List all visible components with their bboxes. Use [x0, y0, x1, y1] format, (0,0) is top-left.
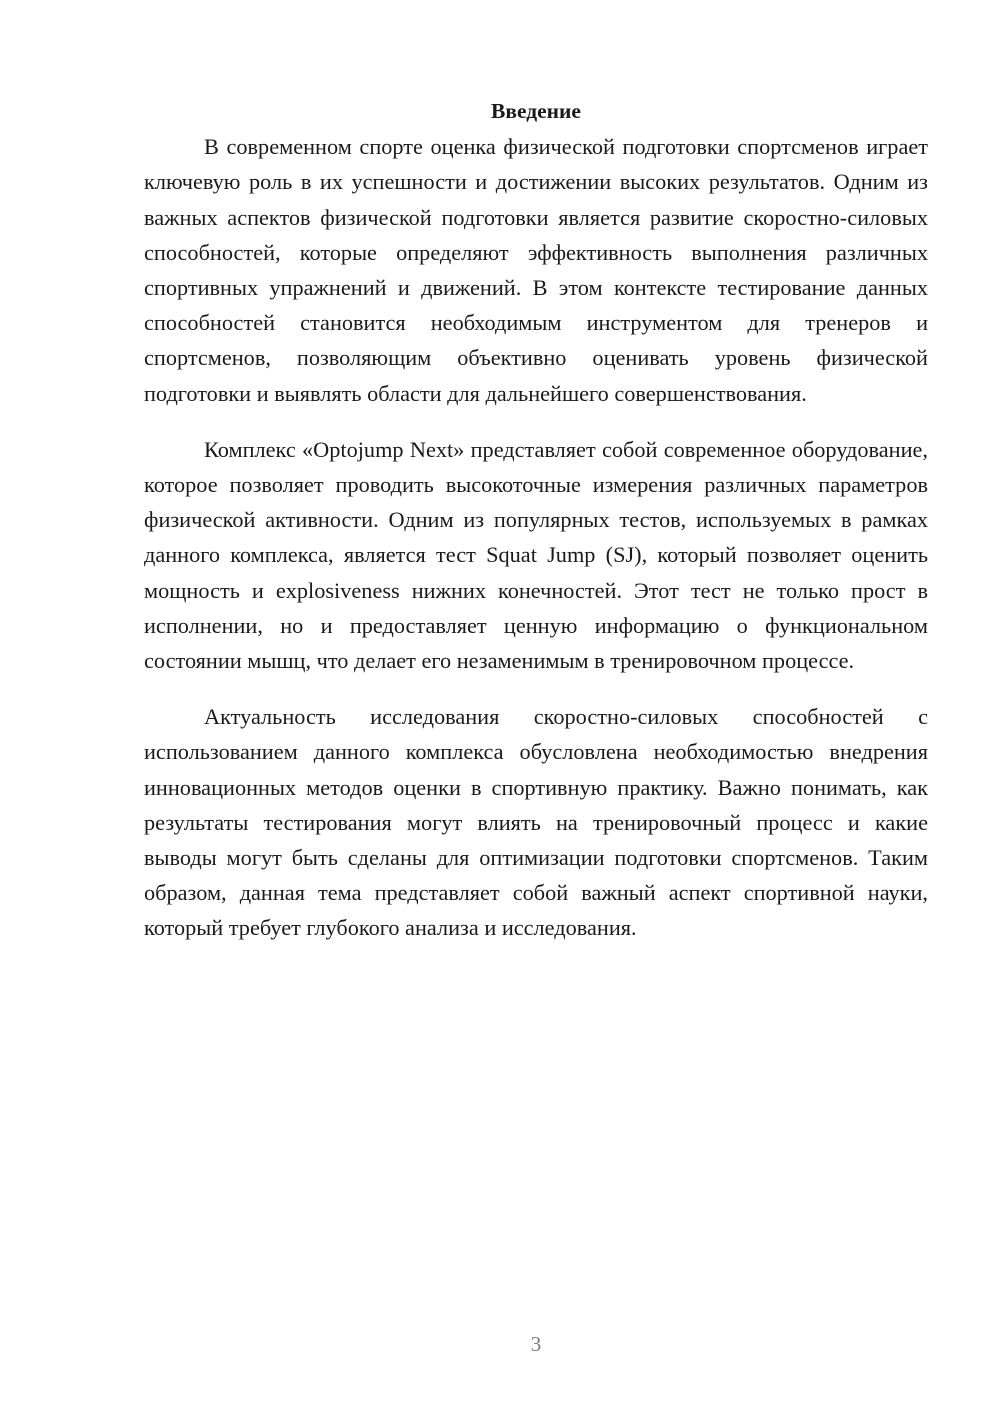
page-title: Введение	[491, 99, 581, 123]
paragraph-1: В современном спорте оценка физической подготовки спортсменов играет ключевую роль в их успешности и достижении высоких результатов. Одним из важных аспектов физической подготовки является развитие скоростно-силовых способностей, которые определяют эффективность выполнения различных спортивных упражнений и движений. В этом контексте тестирование данных способностей становится необходимым инструментом для тренеров и спортсменов, позволяющим объективно оценивать уровень физической подготовки и выявлять области для дальнейшего совершенствования.	[144, 134, 928, 406]
page-number: 3	[530, 1332, 542, 1356]
paragraph-3: Актуальность исследования скоростно-силовых способностей с использованием данного комплекса обусловлена необходимостью внедрения инновационных методов оценки в спортивную практику. Важно понимать, как результаты тестирования могут влиять на тренировочный процесс и какие выводы могут быть сделаны для оптимизации подготовки спортсменов. Таким образом, данная тема представляет собой важный аспект спортивной науки, который требует глубокого анализа и исследования.	[144, 704, 928, 941]
paragraph-2: Комплекс «Optojump Next» представляет собой современное оборудование, которое позволяет проводить высокоточные измерения различных параметров физической активности. Одним из популярных тестов, используемых в рамках данного комплекса, является тест Squat Jump (SJ), который позволяет оценить мощность и explosiveness нижних конечностей. Этот тест не только прост в исполнении, но и предоставляет ценную информацию о функциональном состоянии мышц, что делает его незаменимым в тренировочном процессе.	[144, 436, 928, 674]
page-content	[144, 94, 928, 946]
